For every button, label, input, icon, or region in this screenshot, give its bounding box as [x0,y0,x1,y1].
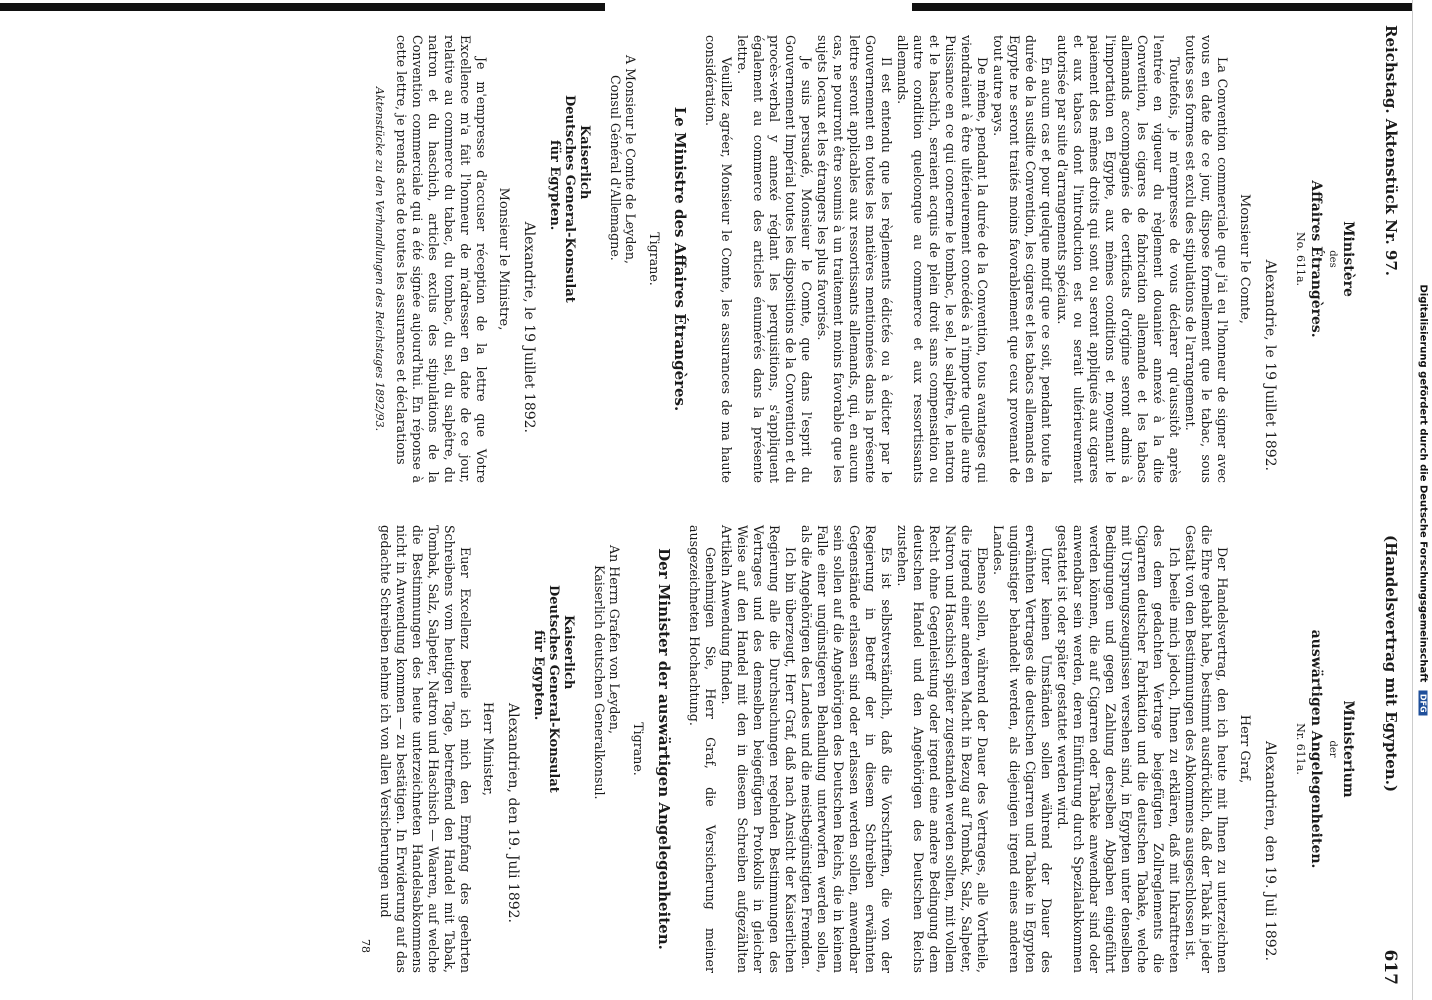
german-paragraph: Ich beeile mich jedoch, Ihnen zu erklären, daß mit Inkrafttreten des dem gedachten Vertrage beigefügten Zollreglements die Cigarren deutscher Fabrikation und die deutschen Tabake, welche mit Ursprungszeugnissen versehen sind, in Egypten unter denselben Bedingungen und gegen Zahlung derselben Abgaben eingeführt werden können, die auf Cigarren oder Tabake anwendbar sind oder anwendbar sein werden, deren Einführung durch Spezialabkommen gestattet ist oder später gestattet werden wird. [1055,525,1182,973]
french-footnote: Aktenstücke zu den Verhandlungen des Reichstages 1892/93. [373,86,386,432]
french-ministry-title: Ministère [1340,221,1356,297]
french-paragraph: De même, pendant la durée de la Convention, tous avantages qui viendraient à être ultérieurement concédés à n'importe quelle autre Puissance en ce qui concerne le tombac, le sel, le salpêtre, le natron et le haschich, seraient acquis de plein droit sans compensation ou autre condition quelconque au commerce et aux ressortissants allemands. [895,35,990,483]
french-paragraph: Toutefois, je m'empresse de vous déclarer qu'aussitôt après l'entrée en vigueur du règlement douanier annexé à la dite Convention, les cigares de fabrication allemande et les tabacs allemands accompagnés de certificats d'origine seront admis à l'importation en Egypte, aux mêmes conditions et moyennant le paiement des mêmes droits qui sont ou seront appliqués aux cigares et aux tabacs dont l'introduction est ou serait ultérieurement autorisée par suite d'arrangements spéciaux. [1055,35,1182,483]
german-salutation: Herr Graf, [1237,714,1252,784]
german-ministry-number: Nr. 611a. [1294,723,1307,775]
german-paragraph: Ebenso sollen, während der Dauer des Vertrages, alle Vortheile, die irgend einer anderen Macht in Bezug auf Tombak, Salz, Salpeter, Natron und Haschisch später zugestanden werden sollten, mit vollem Recht ohne Gegenleistung oder irgend eine andere Bedingung dem deutschen Handel und den Angehörigen des Deutschen Reichs zustehen. [895,525,990,973]
german-paragraph: Es ist selbstverständlich, daß die Vorschriften, die von der Regierung in Betreff der in diesem Schreiben erwähnten Gegenstände erlassen sind oder erlassen werden sollen, anwendbar sein sollen auf die Angehörigen des Deutschen Reichs, die in keinem Falle einer ungünstigeren Behandlung unterworfen werden sollen, als die Angehörigen des Landes und die meistbegünstigten Fremden. [799,525,894,973]
german-consulate-line2: Deutsches General-Konsulat [546,585,561,793]
french-ministry-heading [1292,35,1356,483]
rotated-document-page [12,15,1402,995]
german-reply-body [377,525,473,973]
french-address [608,55,638,483]
german-address [592,545,622,973]
digitization-credit-strip [1412,0,1432,1000]
french-paragraph: En aucun cas et pour quelque motif que ce soit, pendant toute la durée de la susdite Convention, les cigares et les tabacs allemands en Egypte ne seront traités moins favorablement que ceux provenant de tout autre pays. [991,35,1054,483]
german-address-line2: Kaiserlich deutschen Generalkonsul. [592,565,607,800]
german-signature-title: Der Minister der auswärtigen Angelegenheiten. [655,548,673,950]
french-address-line1: A Monsieur le Comte de Leyden, [623,55,638,265]
digitization-credit [1418,284,1429,715]
dfg-logo: DFG [1419,691,1428,716]
german-ministry-heading [1292,525,1356,973]
french-paragraph: Veuillez agréer, Monsieur le Comte, les assurances de ma haute considération. [703,35,734,483]
french-letter-body [702,35,1230,483]
header-right-title: (Handelsvertrag mit Egypten.) [1382,535,1400,793]
german-letter-body [686,525,1230,973]
scan-edge-bar-right [912,3,1432,11]
french-column [24,35,1368,483]
french-ministry-number: No. 611a. [1294,231,1307,287]
digitization-credit-text: Digitalisierung gefördert durch die Deutsche Forschungsgemeinschaft [1417,284,1429,683]
french-reply-paragraph: Je m'empresse d'accuser réception de la lettre que Votre Excellence m'a fait l'honneur de m'adresser en date de ce jour, relative au commerce du tabac, du tombac, du sel, du salpêtre, du natron et du haschich, articles exclus des stipulations de la Convention commerciale qui a été signée aujourd'hui. En réponse à cette lettre, je prends acte de toutes les assurances et déclarations [394,35,489,483]
french-paragraph: La Convention commerciale que j'ai eu l'honneur de signer avec vous en date de ce jour, dispose formellement que le tabac, sous toutes ses formes est exclu des stipulations de l'arrangement. [1183,35,1230,483]
german-signature-name: Tigrane. [631,722,646,776]
french-salutation-2: Monsieur le Ministre, [496,187,511,331]
french-dateline-2: Alexandrie, le 19 Juillet 1892. [521,221,537,433]
scan-edge-bar-left [0,3,605,11]
french-consulate-heading [547,95,592,483]
page-number: 617 [1380,949,1400,985]
german-address-line1: An Herrn Grafen von Leyden, [607,545,622,734]
german-consulate-line1: Kaiserlich [561,615,576,690]
french-consulate-line1: Kaiserlich [577,125,592,200]
french-ministry-name: Affaires Étrangères. [1308,180,1324,338]
german-consulate-line3: für Egypten. [531,630,546,721]
page-header [1374,25,1400,985]
german-dateline-2: Alexandrien, den 19. Juli 1892. [505,702,521,923]
french-salutation: Monsieur le Comte, [1237,194,1252,324]
german-ministry-title: Ministerium [1340,700,1356,798]
french-consulate-line2: Deutsches General-Konsulat [562,95,577,303]
german-reply-paragraph: Euer Excellenz beeile ich mich den Empfang des geehrten Schreibens vom heutigen Tage, betreffend den Handel mit Tabak, Tombak, Salz, Salpeter, Natron und Haschisch — Waaren, auf welche die Bestimmungen des heute unterzeichneten Handelsabkommens nicht in Anwendung kommen — zu bestätigen. In Erwiderung auf das gedachte Schreiben nehme ich von allen Versicherungen und [378,525,473,973]
french-dateline: Alexandrie, le 19 Juillet 1892. [1262,259,1278,471]
french-signature-title: Le Ministre des Affaires Étrangères. [671,106,689,412]
german-dateline: Alexandrien, den 19. Juli 1892. [1262,740,1278,961]
german-paragraph: Unter keinen Umständen sollen während der Dauer des erwähnten Vertrages die deutschen Cigarren und Tabake in Egypten ungünstiger behandelt werden, als diejenigen irgend eines anderen Landes. [991,525,1054,973]
header-left-title: Reichstag. Aktenstück Nr. 97. [1382,25,1400,276]
german-paragraph: Genehmigen Sie, Herr Graf, die Versicherung meiner ausgezeichneten Hochachtung. [687,525,718,973]
german-paragraph: Der Handelsvertrag, den ich heute mit Ihnen zu unterzeichnen die Ehre gehabt habe, bestimmt ausdrücklich, daß der Tabak in jeder Gestalt von den Bestimmungen des Abkommens ausgeschlossen ist. [1183,525,1230,973]
french-paragraph: Je suis persuadé, Monsieur le Comte, que dans l'esprit du Gouvernement Impérial toutes les dispositions de la Convention et du procès-verbal y annexé réglant les perquisitions, s'appliquent également au commerce des articles énumérés dans la présente lettre. [735,35,814,483]
german-ministry-der: der [1327,740,1338,758]
french-consulate-line3: für Egypten. [547,140,562,231]
french-signature-name: Tigrane. [647,232,662,286]
german-consulate-heading [531,585,576,973]
french-address-line2: Consul Général d'Allemagne. [608,75,623,261]
german-ministry-name: auswärtigen Angelegenheiten. [1308,629,1324,869]
german-salutation-2: Herr Minister, [480,701,495,797]
french-reply-body [393,35,489,483]
german-column [24,525,1368,973]
german-paragraph: Ich bin überzeugt, Herr Graf, daß nach Ansicht der Kaiserlichen Regierung alle die Durchsuchungen regelnden Bestimmungen des Vertrages und des demselben beigefügten Protokolls in gleicher Weise auf den Handel mit den in diesem Schreiben aufgezählten Artikeln Anwendung finden. [719,525,798,973]
french-ministry-des: des [1327,250,1338,268]
french-paragraph: Il est entendu que les règlements édictés ou à édicter par le Gouvernement en toutes les matières mentionnées dans la présente lettre seront applicables aux ressortissants allemands, qui, en aucun cas, ne pourront être soumis à un traitement moins favorable que les sujets locaux et les étrangers les plus favorisés. [815,35,894,483]
page-foot-number: 78 [359,939,372,953]
